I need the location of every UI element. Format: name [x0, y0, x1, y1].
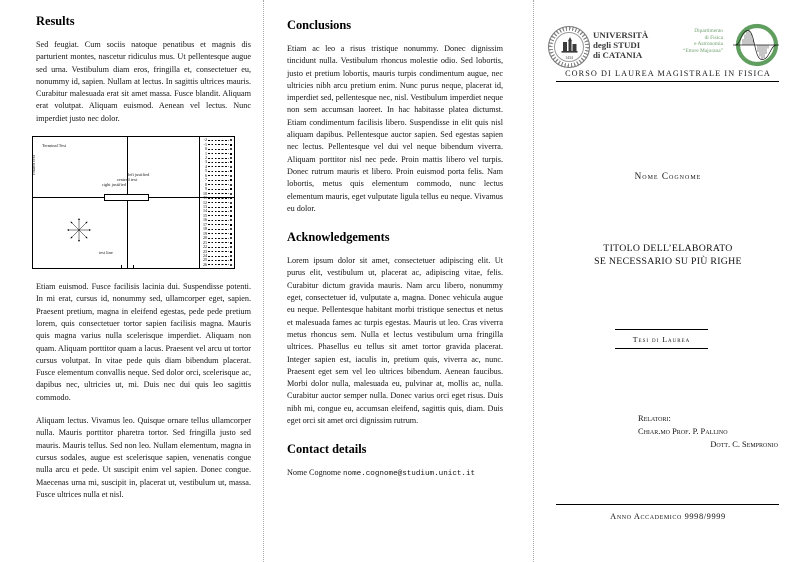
figure-tick-large [127, 263, 128, 268]
department-logo-icon [732, 21, 780, 69]
line-sample-row: 8 [200, 183, 233, 187]
university-name [593, 30, 648, 61]
figure-tick-small [133, 265, 134, 268]
results-heading: Results [36, 14, 75, 28]
figure-tick-small [121, 265, 122, 268]
department-line3: e Astronomia [694, 41, 723, 48]
figure-right-justified-label: right justified [102, 182, 126, 188]
academic-year: Anno Accademico 9998/9999 [610, 512, 726, 521]
conclusions-heading: Conclusions [287, 18, 352, 32]
line-sample-row: 25 [200, 258, 233, 262]
line-sample-row: 15 [200, 214, 233, 218]
line-sample-row: -2 [200, 138, 233, 142]
line-sample-row: 13 [200, 205, 233, 209]
line-sample-row: 5 [200, 169, 233, 173]
line-sample-row: 9 [200, 187, 233, 191]
line-sample-row: -1 [200, 143, 233, 147]
line-sample-row: 23 [200, 249, 233, 253]
department-line2: di Fisica [704, 34, 723, 41]
university-seal-icon [548, 26, 590, 68]
line-sample-row: 22 [200, 245, 233, 249]
header-rule [556, 81, 779, 82]
line-sample-row: 11 [200, 196, 233, 200]
advisors-block [638, 412, 778, 452]
results-column [31, 0, 251, 512]
line-sample-row: 16 [200, 218, 233, 222]
advisor-name-2: Dott. C. Sempronio [710, 440, 778, 450]
line-sample-row: 10 [200, 192, 233, 196]
figure-line-samples [200, 138, 233, 267]
figure-centred-label: centred text [116, 177, 138, 183]
university-name-line2: degli STUDI [593, 40, 641, 51]
author-name: Nome Cognome [634, 171, 702, 181]
conclusions-column [287, 0, 503, 492]
contact-name: Nome Cognome [287, 468, 341, 478]
line-sample-row: 1 [200, 151, 233, 155]
figure-rotated-label: rotated text [31, 155, 36, 175]
line-sample-row: 14 [200, 209, 233, 213]
line-sample-row: 7 [200, 178, 233, 182]
thesis-title-line1: TITOLO DELL’ELABORATO [603, 243, 733, 254]
thesis-type-badge: Tesi di Laurea [615, 329, 708, 349]
angled-arrows-icon [66, 217, 92, 243]
advisors-label: Relatori: [638, 414, 671, 423]
figure-left-justified-label: left justified [128, 172, 150, 178]
line-sample-row: 24 [200, 254, 233, 258]
conclusions-body: Etiam ac leo a risus tristique nonummy. Donec dignissim tincidunt nulla. Vestibulum rhoncus molestie odio. Sed lobortis, justo et pretium lobortis, mauris turpis condimentum augue, nec ultricies nibh arcu pretium enim. Nunc purus neque, placerat id, imperdiet sed, pellentesque nec, nisl. Vestibulum imperdiet neque non sem accumsan laoreet. In hac habitasse platea dictumst. Etiam condimentum facilisis libero. Suspendisse in elit quis nisl aliquam dapibus. Pellentesque auctor sapien. Sed egestas sapien nec lectus. Pellentesque vel dui vel neque bibendum viverra. Aliquam porttitor nisl nec pede. Proin mattis libero vel turpis. Donec rutrum mauris et libero. Proin euismod porta felis. Nam lobortis, metus quis elementum commodo, nunc lectus elementum mauris, eget vulputate ligula tellus eu neque. Vivamus eu dolor. [287, 44, 503, 213]
results-paragraph-1: Sed feugiat. Cum sociis natoque penatibus et magnis dis parturient montes, nascetur ridiculus mus. Ut pellentesque augue sed urna. Vestibulum diam eros, fringilla et, consectetuer eu, nonummy id, sapien. Nullam at lectus. In sagittis ultrices mauris. Curabitur malesuada erat sit amet massa. Fusce blandit. Aliquam erat volutpat. Aliquam euismod. Aenean vel lectus. Nunc imperdiet justo nec dolor. [36, 40, 251, 123]
results-paragraph-3: Aliquam lectus. Vivamus leo. Quisque ornare tellus ullamcorper nulla. Mauris porttitor pharetra tortor. Sed fringilla justo sed mauris. Mauris tellus. Sed non leo. Nullam elementum, magna in cursus sodales, augue est scelerisque sapien, venenatis congue nulla arcu et pede. Ut suscipit enim vel sapien. Donec congue. Maecenas urna mi, suscipit in, placerat ut, vestibulum ut, massa. Fusce ultrices nulla et nisl. [36, 416, 251, 499]
figure-center-box [104, 194, 149, 201]
acknowledgements-heading: Acknowledgements [287, 230, 390, 245]
line-sample-row: 2 [200, 156, 233, 160]
seal-year: 1434 [565, 56, 573, 60]
university-seal-inner [554, 32, 584, 62]
thesis-title [556, 243, 780, 269]
figure-title-label: Terminal Test [42, 143, 67, 149]
line-sample-row: 6 [200, 174, 233, 178]
contact-email: nome.cognome@studium.unict.it [342, 470, 476, 479]
course-title: CORSO DI LAUREA MAGISTRALE IN FISICA [565, 69, 771, 78]
fold-line-left [263, 0, 264, 562]
line-sample-row: 26 [200, 263, 233, 267]
contact-details-heading: Contact details [287, 442, 367, 457]
line-sample-row: 19 [200, 232, 233, 236]
terminal-test-figure [32, 136, 235, 269]
department-line1: Dipartimento [694, 28, 723, 34]
department-line4: “Ettore Majorana” [683, 47, 723, 54]
line-sample-row: 0 [200, 147, 233, 151]
cover-column [556, 0, 780, 562]
university-name-line3: di CATANIA [593, 50, 643, 61]
footer-rule [556, 504, 779, 505]
acknowledgements-body: Lorem ipsum dolor sit amet, consectetuer adipiscing elit. Ut purus elit, vestibulum ut, placerat ac, adipiscing vitae, felis. Curabitur dictum gravida mauris. Nam arcu libero, nonummy eget, consectetuer id, vulputate a, magna. Donec vehicula augue eu neque. Pellentesque habitant morbi tristique senectus et netus et malesuada fames ac turpis egestas. Mauris ut leo. Cras viverra metus rhoncus sem. Nulla et lectus vestibulum urna fringilla ultrices. Phasellus eu tellus sit amet tortor gravida placerat. Integer sapien est, iaculis in, pretium quis, viverra ac, nunc. Praesent eget sem vel leo ultrices bibendum. Aenean faucibus. Morbi dolor nulla, malesuada eu, pulvinar at, mollis ac, nulla. Curabitur auctor semper nulla. Donec varius orci eget risus. Duis nibh mi, congue eu, accumsan eleifend, sagittis quis, diam. Duis eget orci sit amet orci dignissim rutrum. [287, 256, 503, 426]
line-sample-row: 12 [200, 200, 233, 204]
line-sample-row: 4 [200, 165, 233, 169]
contact-line [287, 467, 503, 480]
university-name-line1: UNIVERSITÀ [593, 30, 649, 40]
figure-vertical-axis [127, 137, 128, 268]
fold-line-right [533, 0, 534, 562]
advisor-name-1: Chiar.mo Prof. P. Pallino [638, 427, 728, 437]
line-sample-row: 21 [200, 241, 233, 245]
line-sample-row: 3 [200, 160, 233, 164]
thesis-title-line2: SE NECESSARIO SU PIÙ RIGHE [594, 255, 742, 267]
results-paragraph-2: Etiam euismod. Fusce facilisis lacinia dui. Suspendisse potenti. In mi erat, cursus id, nonummy sed, ullamcorper eget, sapien. Praesent pretium, magna in eleifend egestas, pede pede pretium lorem, quis consectetuer tortor sapien facilisis magna. Mauris quis magna varius nulla scelerisque imperdiet. Aliquam non quam. Aliquam porttitor quam a lacus. Praesent vel arcu ut tortor cursus volutpat. In vitae pede quis diam bibendum placerat. Fusce elementum convallis neque. Sed dolor orci, scelerisque ac, dapibus nec, ultricies ut, mi. Duis nec dui quis leo sagittis commodo. [36, 282, 251, 402]
line-sample-row: 20 [200, 236, 233, 240]
line-sample-row: 17 [200, 223, 233, 227]
figure-bottom-label: test line [99, 250, 113, 256]
department-name [683, 28, 723, 54]
line-sample-row: 18 [200, 227, 233, 231]
